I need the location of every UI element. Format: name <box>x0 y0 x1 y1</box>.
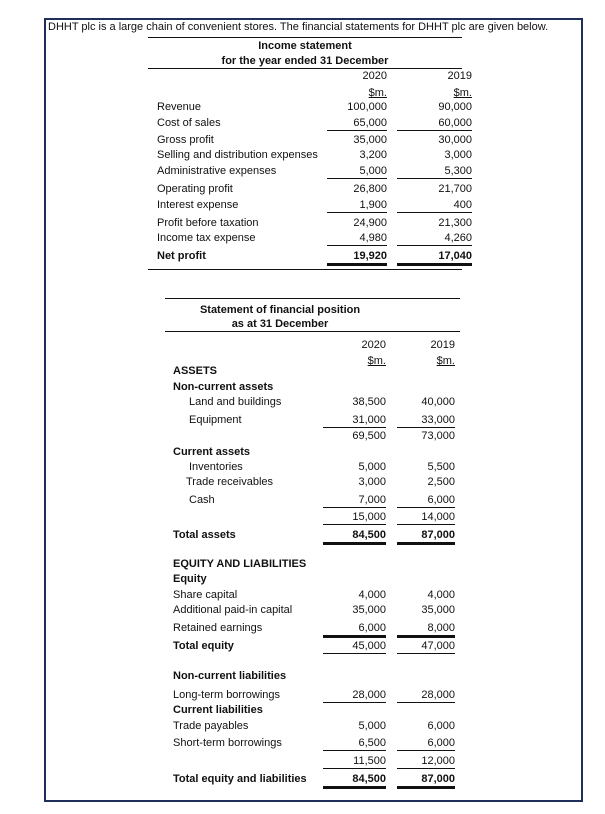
row-label: Land and buildings <box>189 396 282 408</box>
underline <box>397 415 455 428</box>
value-2020: 6,500 <box>358 737 386 749</box>
underline <box>397 495 455 508</box>
value-2019: 5,500 <box>427 461 455 473</box>
value-2020: 1,900 <box>359 199 387 211</box>
row-label: Trade receivables <box>186 476 274 488</box>
underline <box>323 738 386 751</box>
row-label: Share capital <box>173 589 238 601</box>
intro-text: DHHT plc is a large chain of convenient stores. The financial statements for DHHT plc are given below. <box>48 21 549 33</box>
value-2020: 3,200 <box>359 149 387 161</box>
value-2020: 35,000 <box>352 604 386 616</box>
value-2020: 15,000 <box>352 511 386 523</box>
value-2019: 12,000 <box>421 755 455 767</box>
value-2020: 5,000 <box>359 165 387 177</box>
value-2020: 4,980 <box>359 232 387 244</box>
fp-year-2020: 2020 <box>361 339 386 351</box>
underline <box>397 756 455 769</box>
value-2019: 35,000 <box>421 604 455 616</box>
value-2019: 3,000 <box>444 149 472 161</box>
value-2019: 87,000 <box>421 529 455 541</box>
financial-position-subtitle: as at 31 December <box>231 318 329 330</box>
value-2020: 38,500 <box>352 396 386 408</box>
value-2019: 17,040 <box>438 250 472 262</box>
value-2019: 6,000 <box>427 720 455 732</box>
row-label: Equity <box>173 573 207 585</box>
value-2019: 6,000 <box>427 494 455 506</box>
value-2020: 5,000 <box>358 461 386 473</box>
underline <box>327 200 387 213</box>
value-2020: 31,000 <box>352 414 386 426</box>
row-label: Profit before taxation <box>157 217 259 229</box>
underline <box>323 415 386 428</box>
underline <box>327 251 387 266</box>
value-2019: 4,000 <box>427 589 455 601</box>
value-2020: 45,000 <box>352 640 386 652</box>
value-2020: 35,000 <box>353 134 387 146</box>
underline <box>323 512 386 525</box>
row-label: Non-current liabilities <box>173 670 287 682</box>
value-2019: 400 <box>453 199 472 211</box>
row-label: Administrative expenses <box>157 165 277 177</box>
row-label: ASSETS <box>173 365 218 377</box>
value-2020: 100,000 <box>347 101 387 113</box>
value-2019: 73,000 <box>421 430 455 442</box>
underline <box>323 530 386 545</box>
fp-unit-2020: $m. <box>367 355 386 367</box>
underline <box>327 166 387 179</box>
value-2019: 40,000 <box>421 396 455 408</box>
value-2020: 28,000 <box>352 689 386 701</box>
document-frame <box>44 18 583 802</box>
rule <box>165 298 460 299</box>
row-label: Total assets <box>173 529 236 541</box>
underline <box>397 623 455 638</box>
value-2020: 84,500 <box>352 529 386 541</box>
row-label: Cash <box>189 494 215 506</box>
row-label: Revenue <box>157 101 202 113</box>
value-2020: 65,000 <box>353 117 387 129</box>
value-2019: 87,000 <box>421 773 455 785</box>
unit-2019: $m. <box>453 87 472 99</box>
row-label: Gross profit <box>157 134 214 146</box>
underline <box>323 774 386 789</box>
row-label: Selling and distribution expenses <box>157 149 318 161</box>
value-2020: 19,920 <box>353 250 387 262</box>
income-statement-title: Income statement <box>258 40 352 52</box>
rule <box>148 68 462 69</box>
value-2019: 90,000 <box>438 101 472 113</box>
row-label: Interest expense <box>157 199 239 211</box>
row-label: Current liabilities <box>173 704 263 716</box>
value-2020: 3,000 <box>358 476 386 488</box>
row-label: Total equity <box>173 640 234 652</box>
year-2019: 2019 <box>447 70 472 82</box>
row-label: Income tax expense <box>157 232 256 244</box>
row-label: Equipment <box>189 414 242 426</box>
row-label: Current assets <box>173 446 251 458</box>
row-label: Additional paid-in capital <box>173 604 293 616</box>
value-2019: 2,500 <box>427 476 455 488</box>
value-2020: 69,500 <box>352 430 386 442</box>
financial-position-title: Statement of financial position <box>199 304 361 316</box>
row-label: Operating profit <box>157 183 233 195</box>
underline <box>397 233 472 246</box>
value-2019: 28,000 <box>421 689 455 701</box>
underline <box>397 530 455 545</box>
underline <box>397 774 455 789</box>
fp-year-2019: 2019 <box>430 339 455 351</box>
underline <box>397 118 472 131</box>
year-2020: 2020 <box>362 70 387 82</box>
row-label: Inventories <box>189 461 243 473</box>
row-label: Total equity and liabilities <box>173 773 307 785</box>
value-2020: 24,900 <box>353 217 387 229</box>
value-2019: 5,300 <box>444 165 472 177</box>
value-2019: 6,000 <box>427 737 455 749</box>
row-label: Long-term borrowings <box>173 689 280 701</box>
underline <box>323 495 386 508</box>
value-2020: 7,000 <box>358 494 386 506</box>
value-2020: 5,000 <box>358 720 386 732</box>
value-2019: 33,000 <box>421 414 455 426</box>
income-statement-subtitle: for the year ended 31 December <box>221 55 389 67</box>
underline <box>397 738 455 751</box>
unit-2020: $m. <box>368 87 387 99</box>
underline <box>397 512 455 525</box>
value-2019: 30,000 <box>438 134 472 146</box>
row-label: Non-current assets <box>173 381 274 393</box>
row-label: Retained earnings <box>173 622 263 634</box>
underline <box>323 690 386 703</box>
value-2019: 47,000 <box>421 640 455 652</box>
row-label: Net profit <box>157 250 206 262</box>
value-2020: 4,000 <box>358 589 386 601</box>
underline <box>397 641 455 654</box>
value-2020: 6,000 <box>358 622 386 634</box>
rule <box>165 331 460 332</box>
value-2019: 60,000 <box>438 117 472 129</box>
value-2019: 8,000 <box>427 622 455 634</box>
underline <box>327 118 387 131</box>
row-label: Cost of sales <box>157 117 221 129</box>
row-label: EQUITY AND LIABILITIES <box>173 558 307 570</box>
value-2019: 21,300 <box>438 217 472 229</box>
value-2020: 84,500 <box>352 773 386 785</box>
value-2020: 11,500 <box>353 755 386 767</box>
underline <box>397 200 472 213</box>
underline <box>323 623 386 638</box>
row-label: Short-term borrowings <box>173 737 282 749</box>
underline <box>397 251 472 266</box>
underline <box>397 166 472 179</box>
rule <box>148 269 462 270</box>
value-2020: 26,800 <box>353 183 387 195</box>
underline <box>323 641 386 654</box>
underline <box>327 233 387 246</box>
fp-unit-2019: $m. <box>436 355 455 367</box>
underline <box>397 690 455 703</box>
value-2019: 21,700 <box>438 183 472 195</box>
value-2019: 14,000 <box>421 511 455 523</box>
rule <box>148 37 462 38</box>
row-label: Trade payables <box>173 720 249 732</box>
underline <box>323 756 386 769</box>
value-2019: 4,260 <box>444 232 472 244</box>
